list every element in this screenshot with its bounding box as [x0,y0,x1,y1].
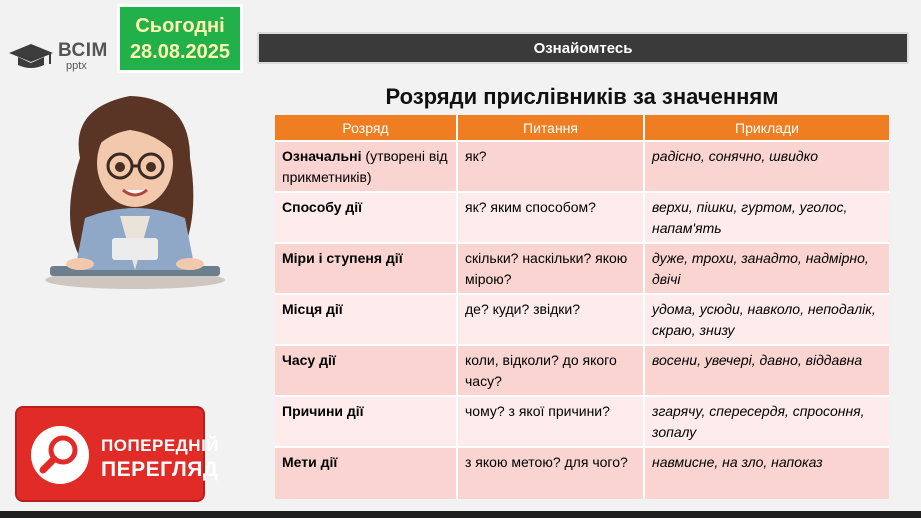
table-row [275,447,889,499]
table-row [275,243,889,294]
current-date: 28.08.2025 [129,40,231,63]
table-row [275,294,889,345]
header-title: Ознайомтесь [533,39,633,57]
examples-cell: навмисне, на зло, напоказ [644,447,889,499]
questions-cell: як? [457,141,644,192]
category-cell [275,396,457,447]
category-cell [275,141,457,192]
magnifier-icon [29,424,91,486]
today-label: Сьогодні [135,14,225,37]
logo-brand: ВСІМ [58,40,108,61]
examples-cell: верхи, пішки, гуртом, уголос, напам'ять [644,192,889,243]
graduation-cap-icon [8,42,54,70]
examples-cell: згарячу, спересердя, спросоння, зопалу [644,396,889,447]
category-cell [275,294,457,345]
preview-button[interactable] [15,406,220,502]
teacher-illustration [40,88,230,293]
table-title: Розряди прислівників за значенням [385,84,779,109]
category-name: Часу дії [282,352,336,368]
adverb-categories-table [275,115,889,499]
examples-cell: радісно, сонячно, швидко [644,141,889,192]
category-name: Мети дії [282,454,338,470]
column-header-category: Розряд [275,115,457,141]
questions-cell: чому? з якої причини? [457,396,644,447]
vsim-pptx-logo [8,38,108,72]
bottom-bar [0,511,921,518]
preview-label-line2: ПЕРЕГЛЯД [101,458,219,481]
questions-cell: з якою метою? для чого? [457,447,644,499]
category-cell [275,345,457,396]
questions-cell: коли, відколи? до якого часу? [457,345,644,396]
category-cell [275,447,457,499]
category-note: (утворені від прикметників) [282,148,448,185]
examples-cell: удома, усюди, навколо, неподалік, скраю, знизу [644,294,889,345]
category-name: Причини дії [282,403,364,419]
examples-cell: восени, увечері, давно, віддавна [644,345,889,396]
column-header-questions: Питання [457,115,644,141]
category-name: Способу дії [282,199,363,215]
questions-cell: де? куди? звідки? [457,294,644,345]
date-box [117,4,243,73]
table-row [275,141,889,192]
questions-cell: скільки? наскільки? якою мірою? [457,243,644,294]
table-row [275,396,889,447]
table-row [275,345,889,396]
table-header-row [275,115,889,141]
examples-cell: дуже, трохи, занадто, надмірно, двічі [644,243,889,294]
table-row [275,192,889,243]
category-cell [275,243,457,294]
category-cell [275,192,457,243]
category-name: Міри і ступеня дії [282,250,403,266]
category-name: Означальні [282,148,362,164]
header-bar [257,32,909,64]
questions-cell: як? яким способом? [457,192,644,243]
logo-sub: pptx [66,60,87,72]
preview-label-line1: ПОПЕРЕДНІЙ [101,436,220,455]
column-header-examples: Приклади [644,115,889,141]
category-name: Місця дії [282,301,343,317]
